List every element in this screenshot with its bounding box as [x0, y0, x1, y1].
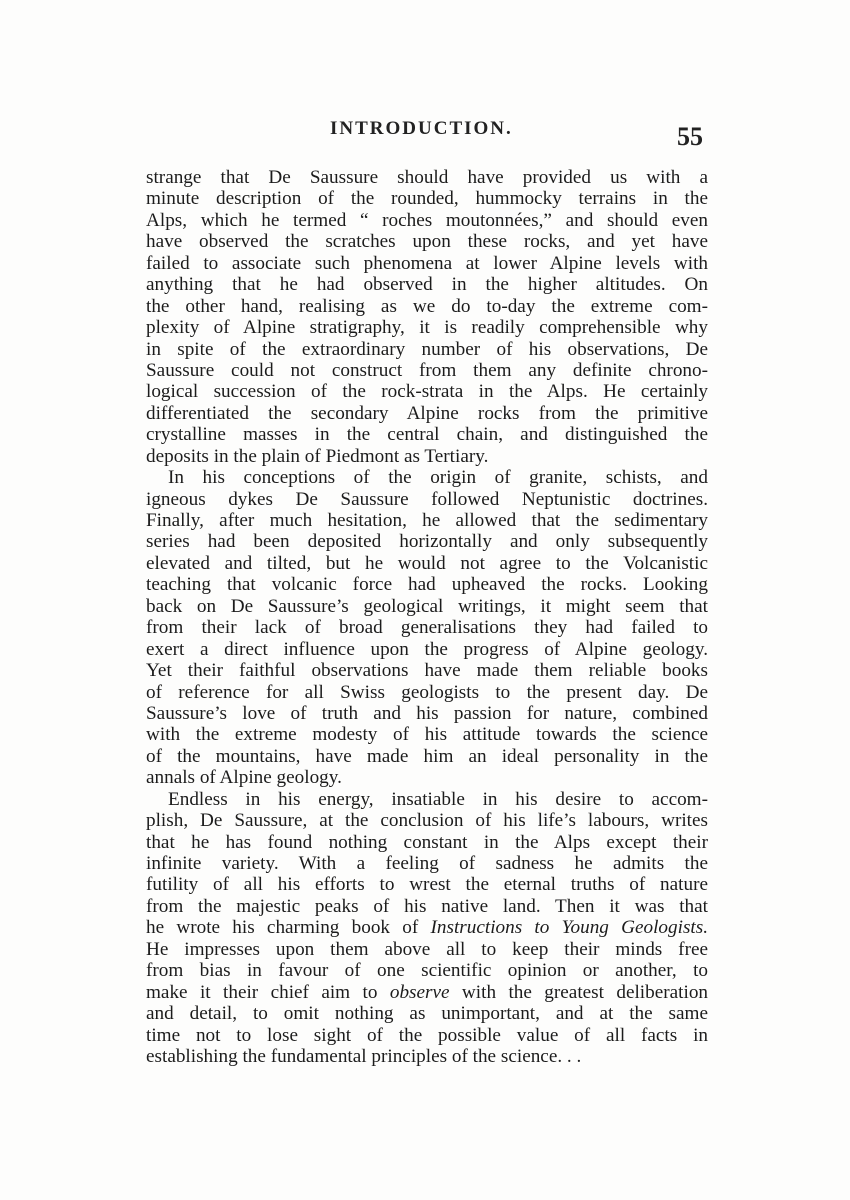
text-line: of the mountains, have made him an ideal personality in the — [146, 745, 708, 767]
text-line: strange that De Saussure should have provided us with a — [146, 167, 708, 188]
text-line: crystalline masses in the central chain, and distinguished the — [146, 424, 708, 446]
text-line: from bias in favour of one scientific opinion or another, to — [146, 960, 708, 982]
text-line: deposits in the plain of Piedmont as Tertiary. — [146, 445, 489, 467]
text-line: Saussure’s love of truth and his passion for nature, combined — [146, 702, 708, 724]
text-line: plexity of Alpine stratigraphy, it is readily comprehensible why — [146, 317, 708, 339]
text-line: teaching that volcanic force had upheaved the rocks. Looking — [146, 574, 708, 596]
text-line: Endless in his energy, insatiable in his desire to accom- — [168, 788, 708, 810]
text-line: the other hand, realising as we do to-day the extreme com- — [146, 295, 708, 317]
text-line: infinite variety. With a feeling of sadness he admits the — [146, 853, 708, 874]
text-line: in spite of the extraordinary number of his observations, De — [146, 338, 708, 360]
body-text — [146, 167, 708, 1067]
text-line: Finally, after much hesitation, he allowed that the sedimentary — [146, 510, 708, 531]
text-line: elevated and tilted, but he would not agree to the Volcanistic — [146, 552, 708, 574]
text-line: establishing the fundamental principles of the science. . . — [146, 1045, 582, 1067]
text-line: He impresses upon them above all to keep their minds free — [146, 938, 708, 960]
text-line: Alps, which he termed “ roches moutonnées,” and should even — [146, 209, 708, 231]
text-line: Saussure could not construct from them any definite chrono- — [146, 359, 708, 381]
text-line: he wrote his charming book of Instructions to Young Geologists. — [146, 917, 709, 939]
text-line: of reference for all Swiss geologists to the present day. De — [146, 681, 708, 703]
text-line: and detail, to omit nothing as unimportant, and at the same — [146, 1003, 708, 1025]
text-line: anything that he had observed in the higher altitudes. On — [146, 274, 708, 296]
running-title: INTRODUCTION. — [330, 118, 513, 139]
text-line: futility of all his efforts to wrest the eternal truths of nature — [146, 874, 708, 896]
text-line: that he has found nothing constant in the Alps except their — [146, 831, 708, 853]
text-line: In his conceptions of the origin of granite, schists, and — [168, 467, 708, 489]
text-line: back on De Saussure’s geological writings, it might seem that — [146, 595, 708, 617]
text-line: plish, De Saussure, at the conclusion of his life’s labours, writes — [146, 810, 708, 832]
italic-phrase: Instructions to Young Geologists. — [430, 917, 709, 939]
text-line: failed to associate such phenomena at lower Alpine levels with — [146, 252, 708, 274]
text-line: from the majestic peaks of his native land. Then it was that — [146, 895, 708, 917]
text-line: annals of Alpine geology. — [146, 767, 342, 789]
text-line: with the extreme modesty of his attitude towards the science — [146, 724, 708, 746]
text-line: from their lack of broad generalisations they had failed to — [146, 617, 708, 639]
text-line: igneous dykes De Saussure followed Neptunistic doctrines. — [146, 488, 708, 510]
page-number: 55 — [677, 122, 703, 151]
text-line: minute description of the rounded, hummocky terrains in the — [146, 188, 708, 210]
text-line: logical succession of the rock-strata in the Alps. He certainly — [146, 381, 708, 403]
text-line: have observed the scratches upon these rocks, and yet have — [146, 231, 708, 253]
text-line: differentiated the secondary Alpine rocks from the primitive — [146, 402, 708, 424]
italic-phrase: observe — [389, 981, 450, 1003]
text-line: Yet their faithful observations have made them reliable books — [146, 660, 708, 682]
text-line: time not to lose sight of the possible value of all facts in — [146, 1024, 708, 1046]
text-line: exert a direct influence upon the progress of Alpine geology. — [146, 638, 708, 660]
text-line: series had been deposited horizontally and only subsequently — [146, 531, 708, 553]
text-line: make it their chief aim to observe with the greatest deliberation — [146, 981, 709, 1003]
